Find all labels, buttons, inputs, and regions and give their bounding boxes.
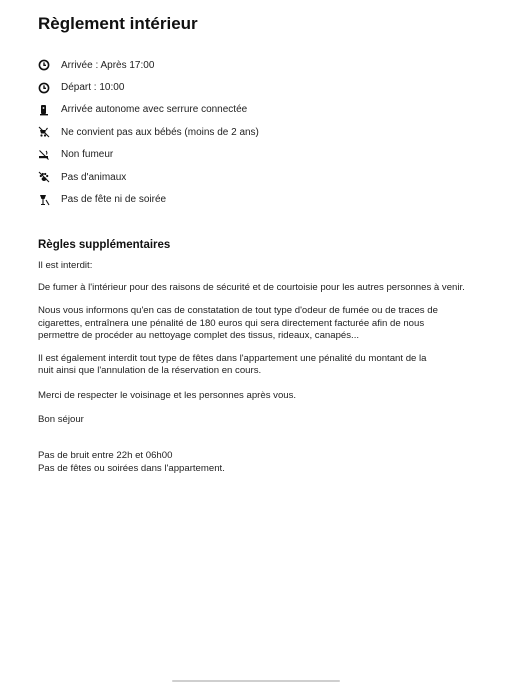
rule-label: Pas de fête ni de soirée	[61, 194, 167, 206]
no-party-icon	[38, 194, 50, 206]
rule-label: Pas d'animaux	[61, 171, 127, 183]
odor-line: Nous vous informons qu'en cas de constatation de tout type d'odeur de fumée ou de traces de	[38, 304, 438, 316]
party-line: Il est également interdit tout type de fêtes dans l'appartement une pénalité du montant de la	[38, 352, 427, 364]
house-rules-page	[38, 13, 498, 475]
rule-no-pets	[38, 166, 498, 188]
goodbye-paragraph: Bon séjour	[38, 414, 84, 426]
no-stroller-icon	[38, 126, 50, 138]
smart-lock-icon	[38, 104, 50, 116]
rule-label: Arrivée : Après 17:00	[61, 59, 155, 71]
party-penalty-paragraph	[38, 353, 498, 378]
rule-label: Départ : 10:00	[61, 82, 125, 94]
rule-no-smoking	[38, 144, 498, 166]
page-title: Règlement intérieur	[38, 14, 198, 33]
odor-penalty-paragraph	[38, 305, 498, 343]
odor-line: permettre de procéder au nettoyage complet des tissus, rideaux, canapés...	[38, 330, 360, 342]
party-line: nuit ainsi que l'annulation de la réservation en cours.	[38, 365, 262, 377]
home-indicator[interactable]	[172, 680, 340, 682]
thanks-paragraph: Merci de respecter le voisinage et les personnes après vous.	[38, 389, 297, 401]
clock-icon	[38, 59, 50, 71]
rule-check-out	[38, 76, 498, 98]
rule-check-in	[38, 54, 498, 76]
rule-no-babies	[38, 121, 498, 143]
no-smoking-icon	[38, 149, 50, 161]
rules-list	[38, 54, 498, 211]
odor-line: cigarettes, entraînera une pénalité de 180 euros qui sera directement facturée afin de nous	[38, 317, 425, 329]
rule-label: Non fumeur	[61, 149, 114, 161]
rule-label: Ne convient pas aux bébés (moins de 2 ans)	[61, 126, 259, 138]
no-pets-icon	[38, 171, 50, 183]
rule-self-check-in	[38, 99, 498, 121]
rule-label: Arrivée autonome avec serrure connectée	[61, 104, 248, 116]
noise-line: Pas de fêtes ou soirées dans l'appartement.	[38, 462, 225, 474]
smoking-paragraph: De fumer à l'intérieur pour des raisons de sécurité et de courtoisie pour les autres personnes à venir.	[38, 282, 465, 294]
additional-rules-heading: Règles supplémentaires	[38, 238, 171, 251]
rule-no-parties	[38, 188, 498, 210]
clock-icon	[38, 82, 50, 94]
additional-intro: Il est interdit:	[38, 259, 93, 271]
noise-line: Pas de bruit entre 22h et 06h00	[38, 450, 173, 462]
noise-paragraph	[38, 450, 498, 475]
